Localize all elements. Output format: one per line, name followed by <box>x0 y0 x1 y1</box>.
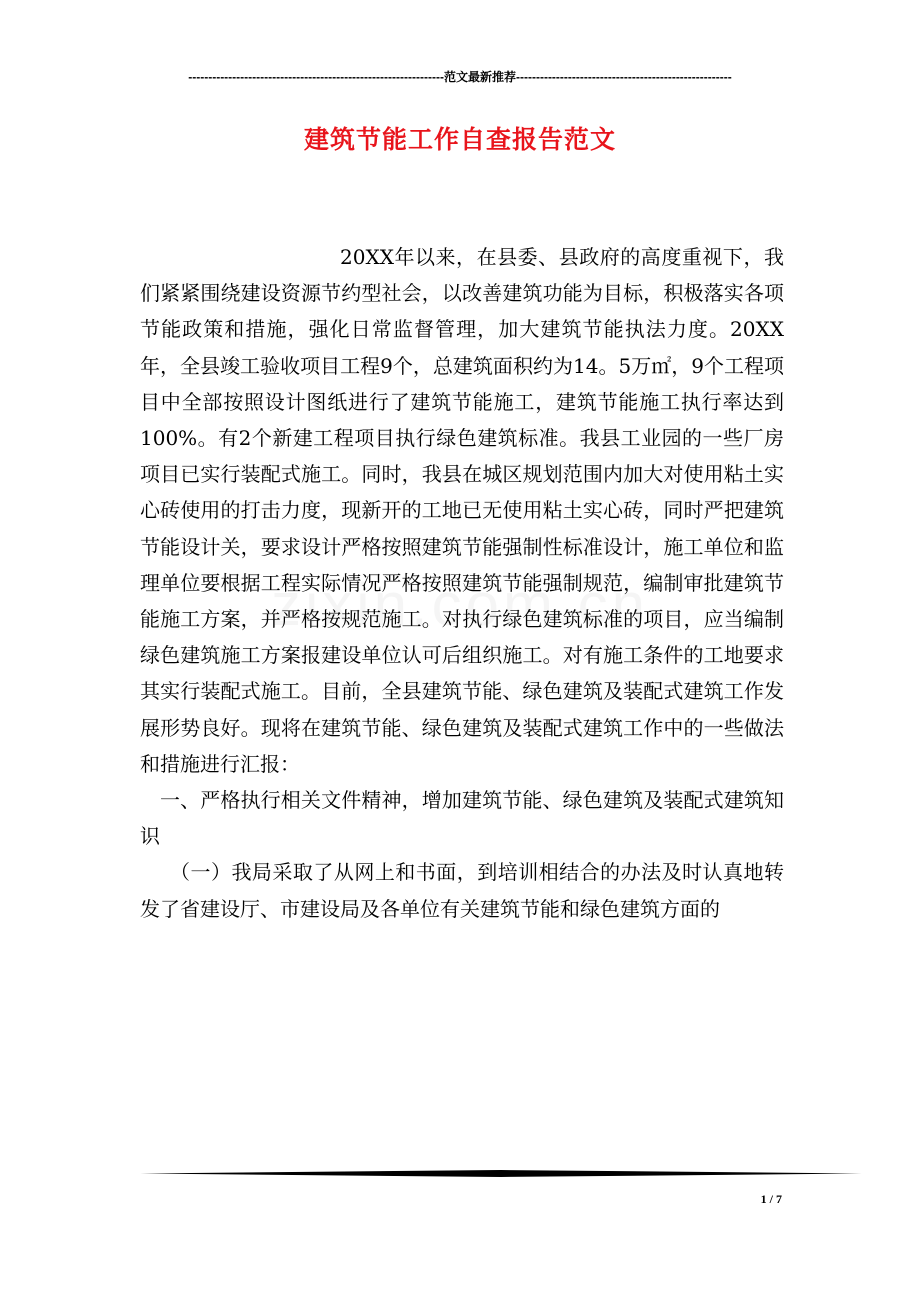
footer-rule <box>140 1170 862 1177</box>
paragraph-subsection-1: （一）我局采取了从网上和书面，到培训相结合的办法及时认真地转发了省建设厅、市建设局及各单位有关建筑节能和绿色建筑方面的 <box>140 860 784 921</box>
paragraph-intro: 20XX年以来，在县委、县政府的高度重视下，我们紧紧围绕建设资源节约型社会，以改善建筑功能为目标，积极落实各项节能政策和措施，强化日常监督管理，加大建筑节能执法力度。20XX年，全县竣工验收项目工程9个，总建筑面积约为14。5万㎡，9个工程项目中全部按照设计图纸进行了建筑节能施工，建筑节能施工执行率达到100%。有2个新建工程项目执行绿色建筑标准。我县工业园的一些厂房项目已实行装配式施工。同时，我县在城区规划范围内加大对使用粘土实心砖使用的打击力度，现新开的工地已无使用粘土实心砖，同时严把建筑节能设计关，要求设计严格按照建筑节能强制性标准设计，施工单位和监理单位要根据工程实际情况严格按照建筑节能强制规范，编制审批建筑节能施工方案，并严格按规范施工。对执行绿色建筑标准的项目，应当编制绿色建筑施工方案报建设单位认可后组织施工。对有施工条件的工地要求其实行装配式施工。目前，全县建筑节能、绿色建筑及装配式建筑工作发展形势良好。现将在建筑节能、绿色建筑及装配式建筑工作中的一些做法和措施进行汇报： <box>140 245 784 776</box>
section-heading-1: 一、严格执行相关文件精神，增加建筑节能、绿色建筑及装配式建筑知识 <box>140 788 784 849</box>
page-number: 1 / 7 <box>760 1192 782 1206</box>
document-title: 建筑节能工作自查报告范文 <box>303 125 616 154</box>
page-header: ----------------------------------------------------------------范文最新推荐------------------------------------------------------ <box>188 70 732 84</box>
document-body <box>140 239 784 927</box>
